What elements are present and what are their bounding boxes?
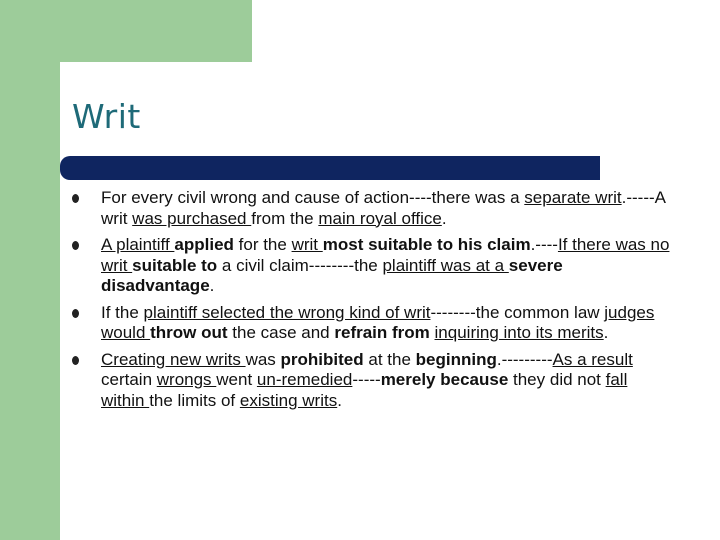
bullet-text-segment: the case and bbox=[227, 323, 335, 342]
bullet-text-segment: writ bbox=[291, 235, 323, 254]
bullet-text-segment: suitable to bbox=[132, 255, 218, 275]
bullet-dot-icon bbox=[72, 309, 79, 318]
bullet-text-segment: If there was no writ bbox=[101, 235, 670, 275]
bullet-item bbox=[72, 303, 672, 344]
bullet-text-segment: applied bbox=[174, 235, 234, 254]
bullet-text-segment: --------the common law bbox=[430, 302, 605, 322]
bullet-text-segment: plaintiff was at a bbox=[382, 255, 509, 275]
bullet-text-segment: For every civil wrong and cause of action----there was a bbox=[101, 188, 525, 207]
bullet-item bbox=[72, 188, 672, 229]
bullet-text-segment: the limits of bbox=[149, 390, 240, 410]
bullet-text-segment: . bbox=[337, 390, 342, 410]
bullet-text-segment: A plaintiff bbox=[101, 235, 175, 254]
bullet-text-segment: .-----A writ bbox=[101, 188, 666, 228]
bullet-text-segment: If the bbox=[101, 302, 144, 322]
bullet-text-segment: at the bbox=[363, 349, 416, 369]
bullet-text-segment: was purchased bbox=[132, 208, 252, 228]
left-accent-strip bbox=[0, 0, 60, 540]
bullet-dot-icon bbox=[72, 194, 79, 203]
bullet-text-segment: was bbox=[245, 349, 281, 369]
bullet-text-segment: .---- bbox=[530, 235, 558, 254]
bullet-text-segment: for the bbox=[233, 235, 292, 254]
bullet-text-segment: throw out bbox=[150, 323, 228, 342]
bullet-text-segment: . bbox=[209, 276, 215, 295]
bullet-text-segment: existing writs bbox=[239, 390, 338, 410]
title-underline-bar bbox=[60, 156, 600, 180]
bullet-text-segment: Creating new writs bbox=[101, 349, 246, 369]
bullet-text-segment: As a result bbox=[552, 349, 633, 369]
bullet-text-segment: .--------- bbox=[496, 349, 553, 369]
bullet-text-segment: judges would bbox=[101, 302, 655, 342]
slide-title: Writ bbox=[72, 97, 141, 136]
bullet-text-segment: prohibited bbox=[280, 349, 364, 369]
bullet-text-segment: a civil claim--------the bbox=[217, 255, 383, 275]
bullet-text-segment: . bbox=[441, 208, 447, 228]
bullet-text-segment: plaintiff selected the wrong kind of writ bbox=[143, 302, 431, 322]
bullet-text-segment: separate writ bbox=[524, 188, 622, 207]
bullet-text-segment: ----- bbox=[352, 370, 381, 389]
bullet-item bbox=[72, 350, 672, 412]
bullet-text-segment: refrain from bbox=[334, 323, 430, 342]
bullet-text-segment: severe disadvantage bbox=[101, 255, 563, 295]
bullet-text-segment: merely because bbox=[380, 370, 509, 389]
bullet-text-segment: they did not bbox=[508, 370, 606, 389]
bullet-text-segment: fall within bbox=[101, 370, 628, 410]
bullet-dot-icon bbox=[72, 356, 79, 365]
bullet-text-segment: certain bbox=[101, 370, 157, 389]
bullet-text-segment: wrongs bbox=[156, 370, 217, 389]
bullet-text-segment: . bbox=[603, 323, 609, 342]
bullet-text-segment: most suitable to his claim bbox=[322, 235, 531, 254]
bullet-text-segment: went bbox=[216, 370, 257, 389]
bullet-text-segment: un-remedied bbox=[256, 370, 353, 389]
bullet-list bbox=[72, 188, 672, 411]
bullet-text-segment: from the bbox=[251, 208, 319, 228]
bullet-text-segment: beginning bbox=[415, 349, 497, 369]
bullet-dot-icon bbox=[72, 241, 79, 250]
bullet-text-segment: inquiring into its merits bbox=[434, 323, 604, 342]
bullet-text-segment: main royal office bbox=[318, 208, 442, 228]
bullet-item bbox=[72, 235, 672, 297]
